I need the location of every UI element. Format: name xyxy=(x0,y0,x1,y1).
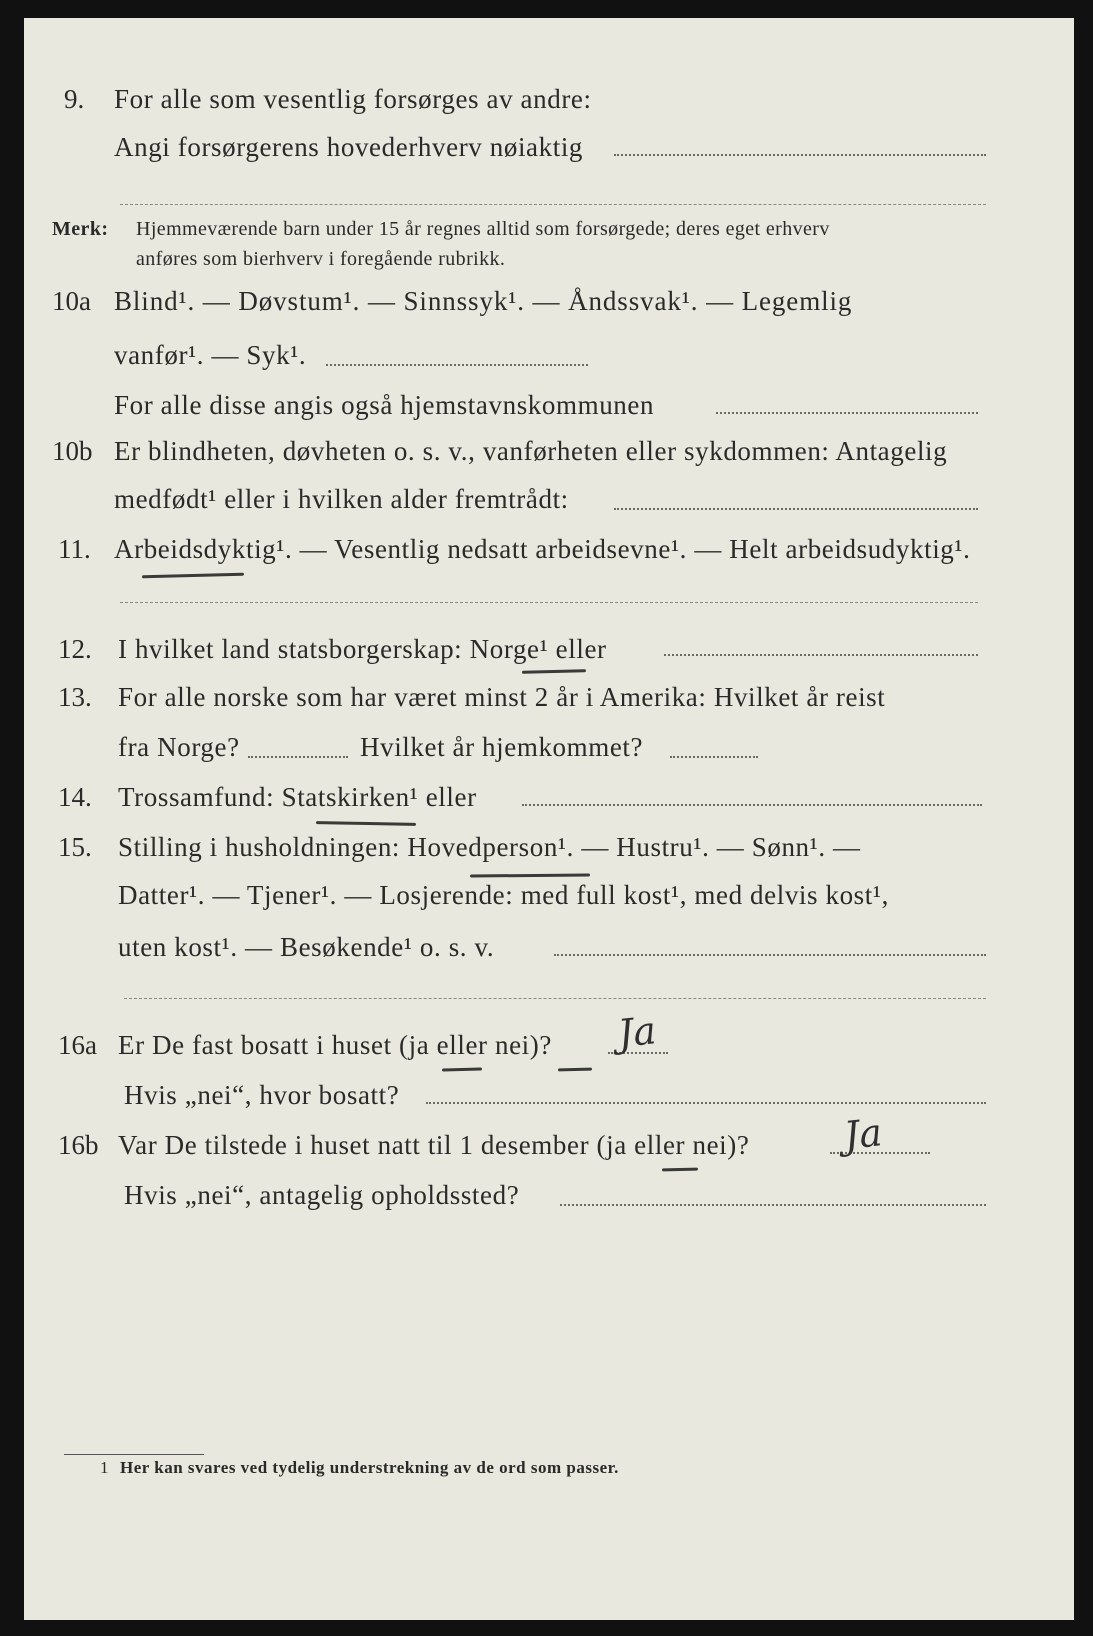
q13-line-2b: Hvilket år hjemkommet? xyxy=(360,732,644,762)
q10b-line-2: medfødt¹ eller i hvilken alder fremtrådt: xyxy=(114,484,569,514)
q11-answer-line[interactable] xyxy=(120,602,978,603)
q10a-line-1: Blind¹. — Døvstum¹. — Sinnssyk¹. — Åndssvak¹. — Legemlig xyxy=(114,286,853,316)
q16b-underline-mark xyxy=(662,1168,698,1172)
q16b-handwritten-answer: Ja xyxy=(841,1110,885,1158)
q14-text: Trossamfund: Statskirken¹ eller xyxy=(118,782,477,812)
q15-answer-line-2[interactable] xyxy=(124,998,986,999)
note-label: Merk: xyxy=(52,218,109,240)
q16a-answer-line-2[interactable] xyxy=(426,1102,986,1104)
q16b-text: Var De tilstede i huset natt til 1 desember (ja eller nei)? xyxy=(118,1130,750,1160)
q12-answer-line[interactable] xyxy=(664,654,978,656)
footnote-marker: 1 xyxy=(100,1458,109,1477)
q16a-underline-mark-2 xyxy=(558,1068,592,1072)
note-line-1: Hjemmeværende barn under 15 år regnes alltid som forsørgede; deres eget erhverv xyxy=(136,218,830,240)
q11-underline-mark xyxy=(142,573,244,579)
q10a-answer-line-2[interactable] xyxy=(716,412,978,414)
q9-answer-line-2[interactable] xyxy=(120,204,986,205)
q16a-subtext: Hvis „nei“, hvor bosatt? xyxy=(124,1080,400,1110)
q10a-line-3: For alle disse angis også hjemstavnskommunen xyxy=(114,390,655,420)
q16b-answer-line-2[interactable] xyxy=(560,1204,986,1206)
q16a-text: Er De fast bosatt i huset (ja eller nei)? xyxy=(118,1030,552,1060)
q12-number: 12. xyxy=(58,634,92,664)
q16a-number: 16a xyxy=(58,1030,97,1060)
q13-line-1: For alle norske som har været minst 2 år i Amerika: Hvilket år reist xyxy=(118,682,886,712)
q11-text: Arbeidsdyktig¹. — Vesentlig nedsatt arbeidsevne¹. — Helt arbeidsudyktig¹. xyxy=(114,534,971,564)
q12-underline-mark xyxy=(522,669,586,674)
q14-answer-line[interactable] xyxy=(522,804,982,806)
q10a-number: 10a xyxy=(52,286,91,316)
q16a-underline-mark-1 xyxy=(442,1067,482,1071)
footnote-text: Her kan svares ved tydelig understrekning av de ord som passer. xyxy=(120,1458,619,1477)
q15-answer-line[interactable] xyxy=(554,954,986,956)
q9-text: For alle som vesentlig forsørges av andre: xyxy=(114,84,592,114)
q9-subtext: Angi forsørgerens hovederhverv nøiaktig xyxy=(114,132,584,162)
q15-line-2: Datter¹. — Tjener¹. — Losjerende: med full kost¹, med delvis kost¹, xyxy=(118,880,889,910)
note-line-2: anføres som bierhverv i foregående rubrikk. xyxy=(136,248,506,270)
q9-answer-line[interactable] xyxy=(614,154,986,156)
q14-underline-mark xyxy=(316,821,416,826)
q16b-subtext: Hvis „nei“, antagelig opholdssted? xyxy=(124,1180,520,1210)
q11-number: 11. xyxy=(58,534,91,564)
q13-number: 13. xyxy=(58,682,92,712)
census-form-page xyxy=(24,18,1074,1620)
q10b-number: 10b xyxy=(52,436,93,466)
q10a-answer-line[interactable] xyxy=(326,364,588,366)
q16b-number: 16b xyxy=(58,1130,99,1160)
q14-number: 14. xyxy=(58,782,92,812)
q12-text: I hvilket land statsborgerskap: Norge¹ eller xyxy=(118,634,607,664)
q10b-line-1: Er blindheten, døvheten o. s. v., vanførheten eller sykdommen: Antagelig xyxy=(114,436,948,466)
footnote-divider xyxy=(64,1454,204,1455)
q15-line-1: Stilling i husholdningen: Hovedperson¹. — Hustru¹. — Sønn¹. — xyxy=(118,832,861,862)
q13-answer-line-1[interactable] xyxy=(248,756,348,758)
q15-underline-mark xyxy=(470,873,590,877)
q10b-answer-line[interactable] xyxy=(614,508,978,510)
q13-line-2a: fra Norge? xyxy=(118,732,240,762)
q15-line-3: uten kost¹. — Besøkende¹ o. s. v. xyxy=(118,932,495,962)
q9-number: 9. xyxy=(64,84,85,114)
q16a-handwritten-answer: Ja xyxy=(615,1008,659,1056)
q15-number: 15. xyxy=(58,832,92,862)
q10a-line-2: vanfør¹. — Syk¹. xyxy=(114,340,307,370)
q13-answer-line-2[interactable] xyxy=(670,756,758,758)
